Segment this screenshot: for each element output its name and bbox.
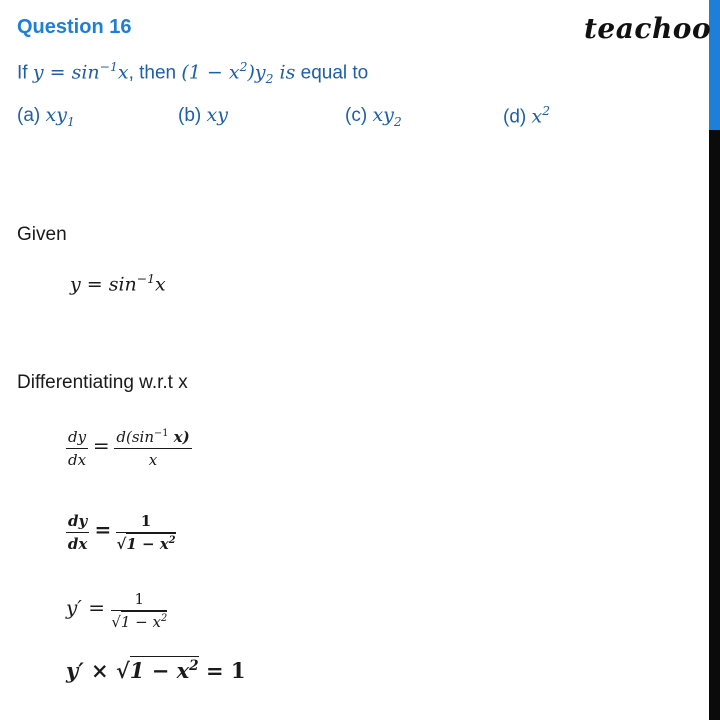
option-a <box>17 104 75 129</box>
option-b <box>178 104 228 127</box>
step2-sqrt <box>116 535 175 553</box>
step2-lhs-fraction <box>66 512 89 553</box>
sidebar-accent-black <box>709 130 720 720</box>
option-d-label: (d) <box>503 106 532 128</box>
step4-rhs: = 1 <box>198 658 246 683</box>
given-inverse-sup: −1 <box>136 272 155 286</box>
step3-rhs-num: 1 <box>111 590 167 611</box>
step3-radicand: 1 − x <box>120 613 161 631</box>
given-label: Given <box>17 224 67 245</box>
step1-rhs-fraction <box>114 428 191 469</box>
option-c <box>345 104 402 129</box>
step2-rhs-fraction <box>116 512 175 553</box>
step3-equation <box>66 590 167 631</box>
option-a-expr: xy <box>45 104 67 126</box>
step2-root-sign: √ <box>116 535 127 553</box>
question-title: Question 16 <box>17 16 132 38</box>
step2-lhs-num: dy <box>66 512 89 533</box>
option-a-sub: 1 <box>66 114 75 129</box>
option-c-label: (c) <box>345 105 373 126</box>
teachoo-logo: teachoo <box>584 12 712 45</box>
question-x: x <box>117 61 129 84</box>
question-text <box>17 60 368 86</box>
step2-lhs-den: dx <box>67 535 88 553</box>
question-is: is <box>273 61 296 84</box>
question-sub2: 2 <box>265 72 274 87</box>
option-c-expr: xy <box>372 104 394 126</box>
question-then: , then <box>128 62 182 84</box>
question-square-sup: 2 <box>239 60 248 74</box>
step1-rhs-inv: −1 <box>154 428 169 439</box>
step1-equals: = <box>92 433 110 458</box>
step1-lhs-fraction <box>66 428 88 469</box>
step4-equation <box>66 658 245 683</box>
given-x: x <box>155 273 166 296</box>
step4-radicand: 1 − x <box>129 658 190 683</box>
step2-rhs-num: 1 <box>116 512 175 533</box>
step2-radicand-sq: 2 <box>168 535 176 546</box>
question-tail: equal to <box>295 62 369 84</box>
option-d-sup: 2 <box>542 104 551 118</box>
step3-root-sign: √ <box>111 613 121 631</box>
step1-equation <box>66 428 192 469</box>
option-d-expr: x <box>531 105 543 128</box>
question-y-eq: y = sin <box>32 61 100 84</box>
step3-sqrt <box>111 613 167 631</box>
step4-lhs: y′ × <box>66 658 116 683</box>
differentiating-label: Differentiating w.r.t x <box>17 372 188 393</box>
step4-sqrt <box>116 658 199 683</box>
step2-equals: = <box>94 517 112 542</box>
step2-radicand: 1 − x <box>126 535 169 553</box>
option-b-expr: xy <box>206 104 228 126</box>
question-expr-close: )y <box>247 61 266 84</box>
step4-radicand-sq: 2 <box>189 658 199 674</box>
step1-lhs-num: dy <box>66 428 88 449</box>
given-equation <box>70 272 166 295</box>
step1-rhs-den: x <box>148 451 158 469</box>
question-inverse-sup: −1 <box>99 60 118 74</box>
step4-root-sign: √ <box>115 658 130 683</box>
step3-lhs: y′ = <box>66 595 112 620</box>
option-a-label: (a) <box>17 105 46 126</box>
question-expr-open: (1 − x <box>181 61 240 84</box>
step3-rhs-fraction <box>111 590 167 631</box>
step3-radicand-sq: 2 <box>160 613 168 624</box>
option-c-sub: 2 <box>393 114 402 129</box>
step1-lhs-den: dx <box>68 451 87 469</box>
option-d <box>503 104 550 128</box>
option-b-label: (b) <box>178 105 207 126</box>
step2-equation <box>66 512 176 553</box>
question-lead: If <box>17 62 33 84</box>
step1-rhs-d: d(sin <box>116 428 155 446</box>
given-y-eq: y = sin <box>70 273 137 296</box>
step1-rhs-x: x) <box>168 428 190 446</box>
